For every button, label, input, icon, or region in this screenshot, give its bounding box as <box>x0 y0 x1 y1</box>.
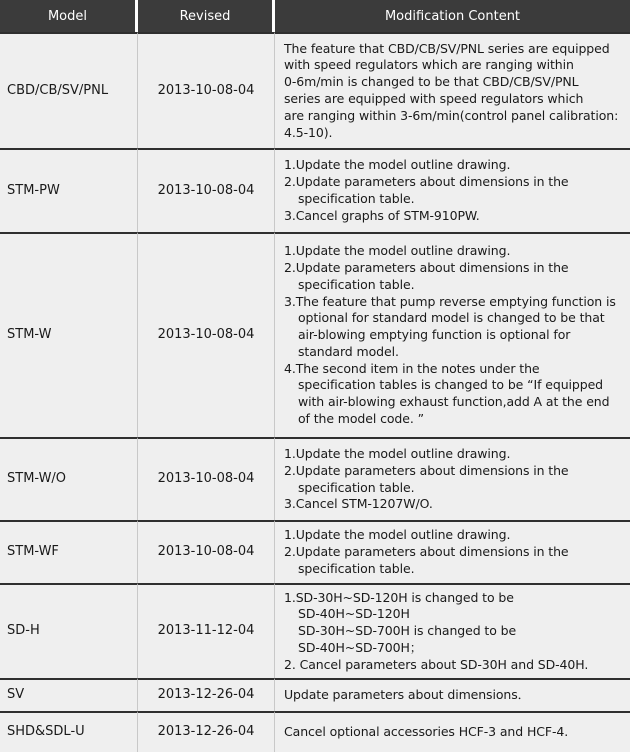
revised-date-cell: 2013-10-08-04 <box>138 32 275 148</box>
table-row <box>0 437 630 520</box>
content-line: Cancel optional accessories HCF-3 and HCF-4. <box>284 724 569 740</box>
model-cell: SHD&SDL-U <box>0 711 138 752</box>
modification-content-cell <box>275 678 630 711</box>
content-list-item: 2.Update parameters about dimensions in the <box>284 259 569 275</box>
content-list-item-continuation: specification tables is changed to be “If equipped <box>298 377 603 393</box>
content-list-item: 2. Cancel parameters about SD-30H and SD-40H. <box>284 656 589 672</box>
content-list-item: 1.SD-30H~SD-120H is changed to be <box>284 589 514 605</box>
revised-date-cell: 2013-12-26-04 <box>138 678 275 711</box>
revised-date-cell: 2013-12-26-04 <box>138 711 275 752</box>
model-cell: SV <box>0 678 138 711</box>
content-list-item-continuation: air-blowing emptying function is optional for <box>298 327 571 343</box>
content-list-item-continuation: specification table. <box>298 479 415 495</box>
table-row <box>0 520 630 583</box>
header-modification-content: Modification Content <box>275 0 630 32</box>
modification-content-cell <box>275 232 630 437</box>
content-line: series are equipped with speed regulators which <box>284 91 584 106</box>
modification-content-cell <box>275 520 630 583</box>
table-row <box>0 32 630 148</box>
content-line: 4.5-10). <box>284 124 333 140</box>
content-list-item-continuation: SD-40H~SD-120H <box>298 606 410 622</box>
revised-date-cell: 2013-10-08-04 <box>138 232 275 437</box>
content-list-item: 2.Update parameters about dimensions in the <box>284 544 569 560</box>
table-row <box>0 711 630 752</box>
modification-content-cell <box>275 711 630 752</box>
model-cell: STM-WF <box>0 520 138 583</box>
modification-content-cell <box>275 437 630 520</box>
table-row <box>0 232 630 437</box>
content-list-item-continuation: specification table. <box>298 276 415 292</box>
content-list-item: 3.Cancel STM-1207W/O. <box>284 496 433 512</box>
content-line: 0-6m/min is changed to be that CBD/CB/SV/PNL <box>284 74 579 90</box>
header-model: Model <box>0 0 138 32</box>
content-list-item: 2.Update parameters about dimensions in the <box>284 462 569 478</box>
content-list-item-continuation: SD-40H~SD-700H； <box>298 639 423 655</box>
content-line: The feature that CBD/CB/SV/PNL series are equipped <box>284 40 610 56</box>
modification-content-cell <box>275 32 630 148</box>
table-row <box>0 678 630 711</box>
model-cell: SD-H <box>0 583 138 678</box>
table-row <box>0 148 630 232</box>
content-list-item-continuation: optional for standard model is changed to be that <box>298 310 605 326</box>
content-line: are ranging within 3-6m/min(control panel calibration: <box>284 107 619 123</box>
model-cell: CBD/CB/SV/PNL <box>0 32 138 148</box>
content-list-item: 1.Update the model outline drawing. <box>284 157 511 173</box>
content-list-item: 1.Update the model outline drawing. <box>284 445 511 461</box>
header-row <box>0 0 630 32</box>
content-list-item: 1.Update the model outline drawing. <box>284 527 511 543</box>
content-list-item: 2.Update parameters about dimensions in the <box>284 174 569 190</box>
revised-date-cell: 2013-10-08-04 <box>138 148 275 232</box>
revised-date-cell: 2013-10-08-04 <box>138 437 275 520</box>
content-list-item: 4.The second item in the notes under the <box>284 360 540 376</box>
model-cell: STM-W <box>0 232 138 437</box>
content-list-item: 1.Update the model outline drawing. <box>284 243 511 259</box>
modification-content-cell <box>275 148 630 232</box>
content-list-item-continuation: specification table. <box>298 191 415 206</box>
content-list-item: 3.The feature that pump reverse emptying function is <box>284 293 616 309</box>
content-list-item-continuation: standard model. <box>298 343 399 359</box>
content-list-item-continuation: of the model code. ” <box>298 411 424 427</box>
revised-date-cell: 2013-11-12-04 <box>138 583 275 678</box>
revised-date-cell: 2013-10-08-04 <box>138 520 275 583</box>
model-cell: STM-W/O <box>0 437 138 520</box>
content-list-item: 3.Cancel graphs of STM-910PW. <box>284 207 480 223</box>
header-revised: Revised <box>138 0 275 32</box>
modification-content-cell <box>275 583 630 678</box>
table-row <box>0 583 630 678</box>
content-list-item-continuation: specification table. <box>298 560 415 576</box>
model-cell: STM-PW <box>0 148 138 232</box>
content-line: with speed regulators which are ranging within <box>284 57 574 73</box>
content-line: Update parameters about dimensions． <box>284 687 531 703</box>
content-list-item-continuation: with air-blowing exhaust function,add A at the end <box>298 394 610 410</box>
content-list-item-continuation: SD-30H~SD-700H is changed to be <box>298 623 517 639</box>
